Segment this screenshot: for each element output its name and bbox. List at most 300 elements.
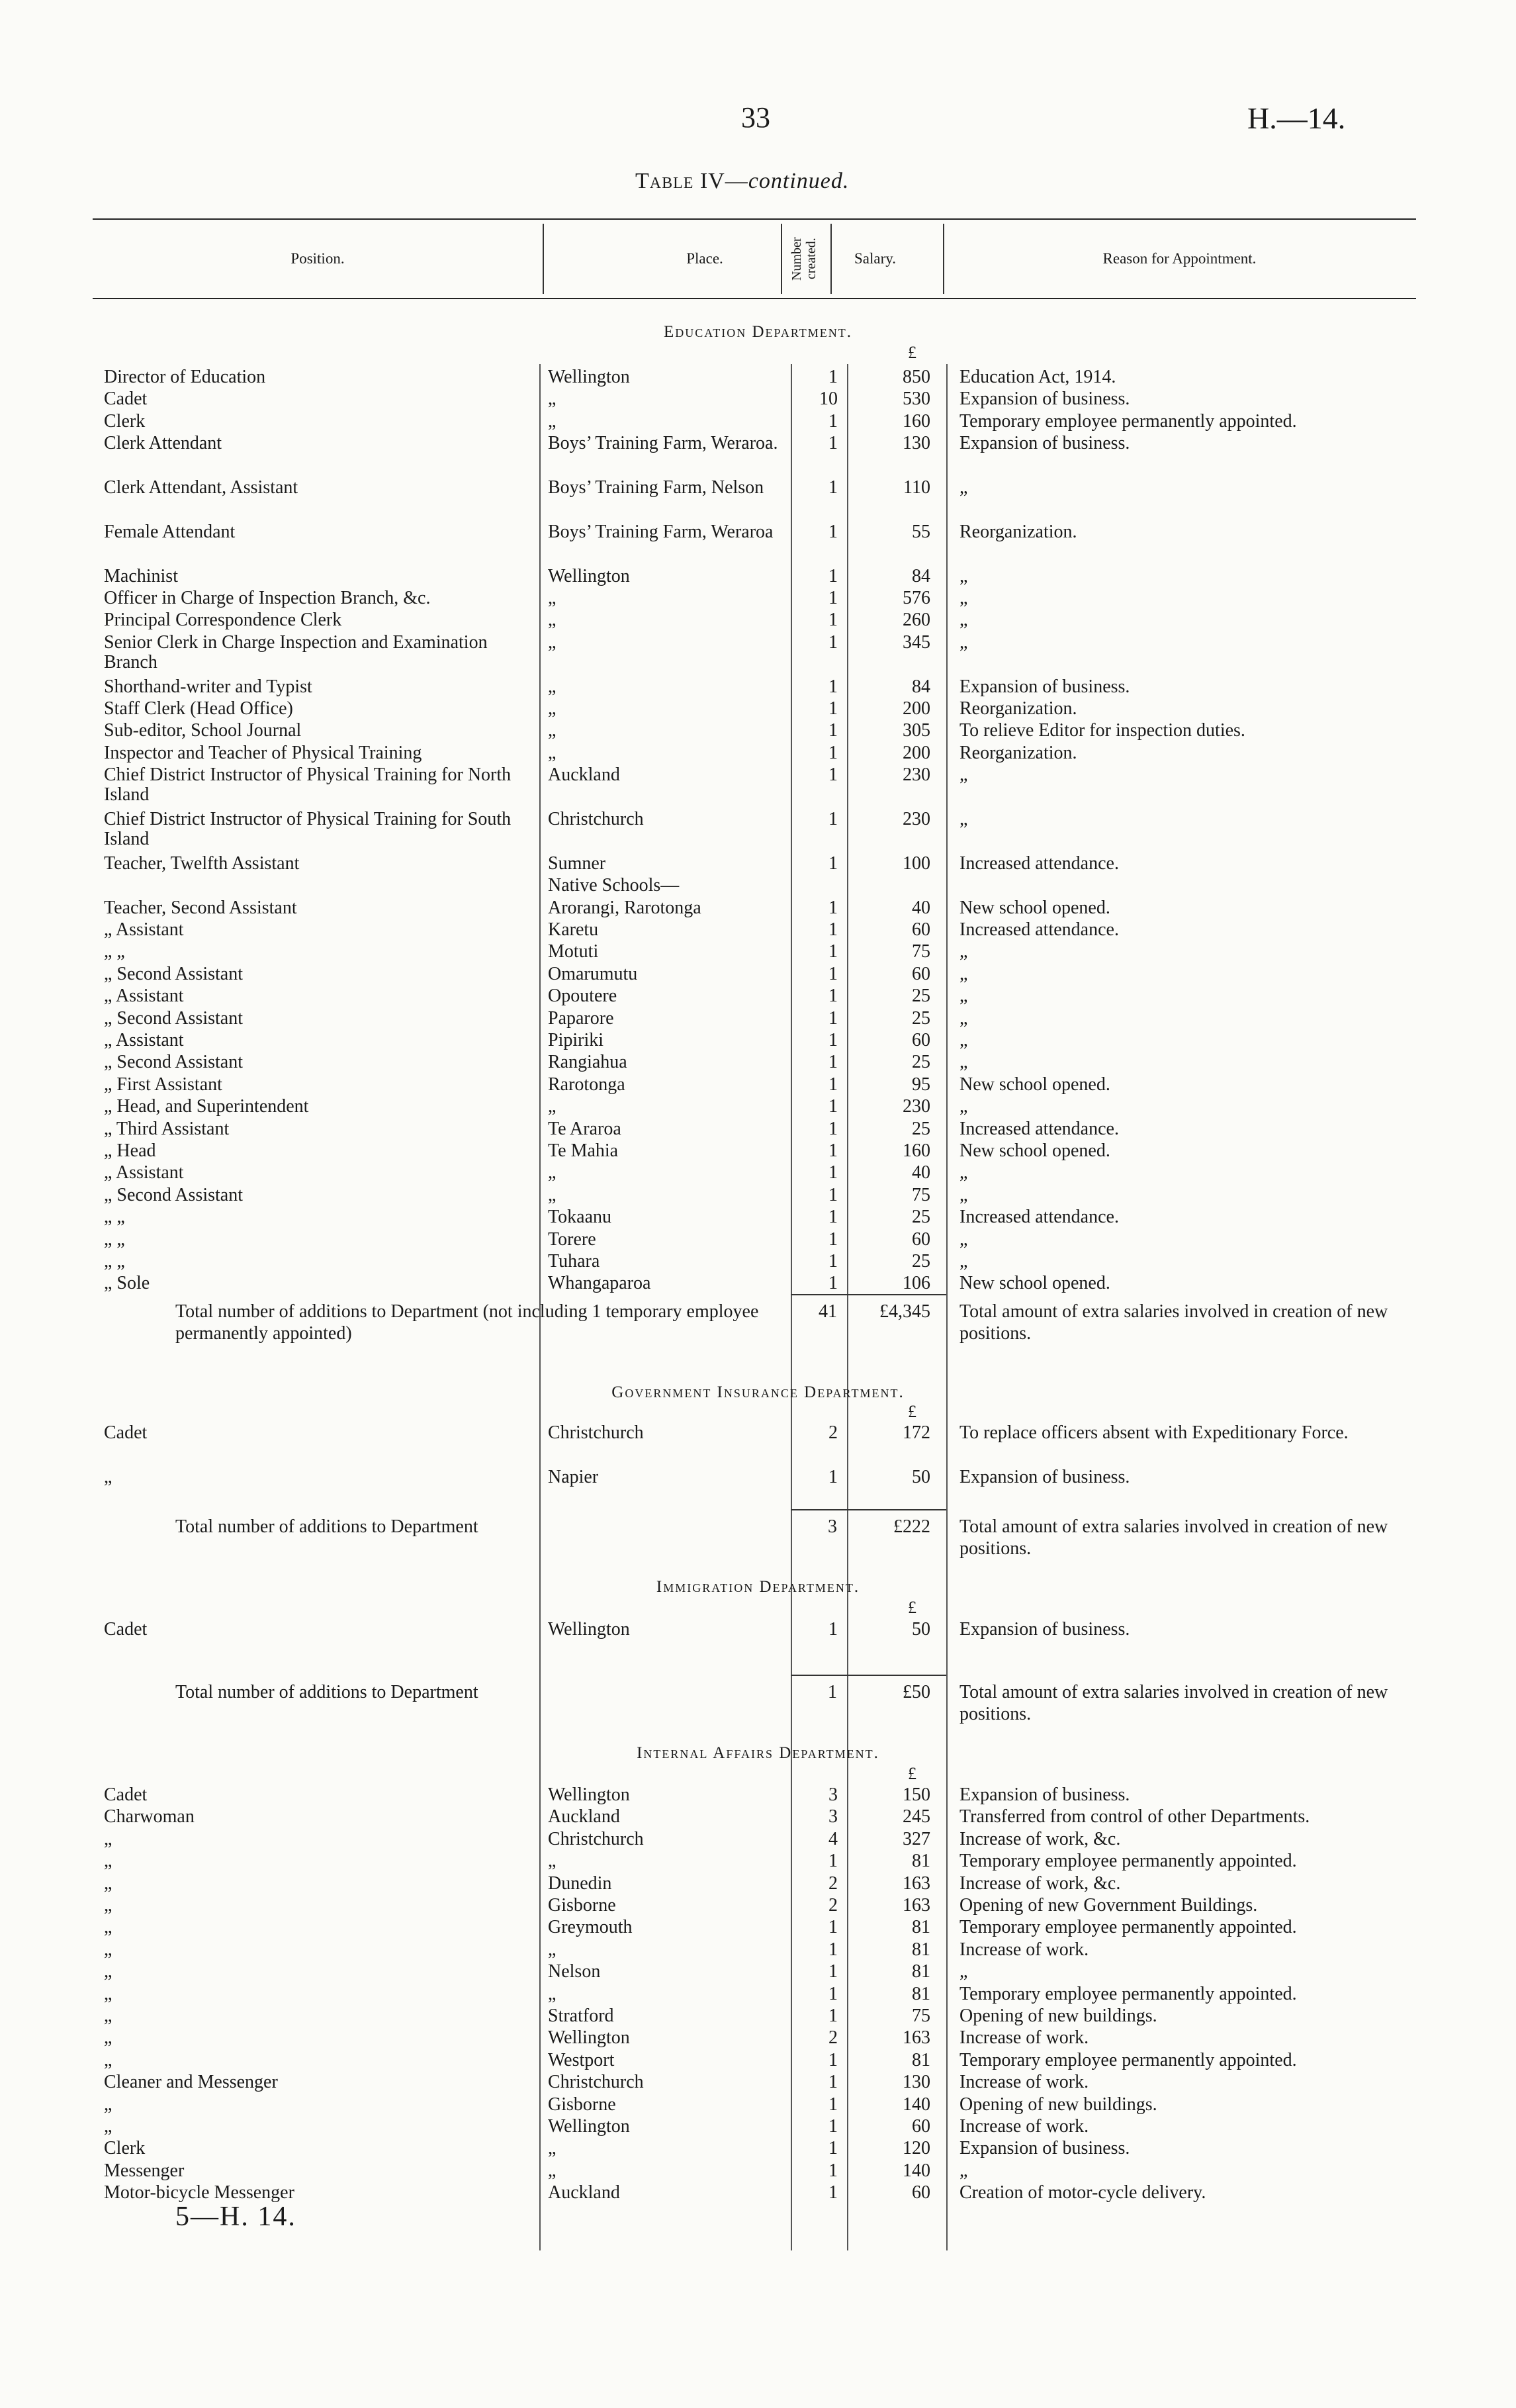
header-place: Place. xyxy=(686,250,723,267)
cell-position: Clerk xyxy=(104,2138,146,2159)
cell-number: 1 xyxy=(828,1917,838,1938)
cell-salary: 75 xyxy=(912,941,930,962)
cell-salary: 163 xyxy=(903,2027,930,2049)
cell-number: 1 xyxy=(828,1961,838,1982)
cell-number: 1 xyxy=(828,676,838,697)
table-row xyxy=(0,809,1516,849)
cell-reason: Expansion of business. xyxy=(959,1784,1130,1805)
cell-place: Gisborne xyxy=(548,1895,616,1916)
cell-salary: 60 xyxy=(912,963,930,984)
cell-reason: Expansion of business. xyxy=(959,433,1130,454)
table-row xyxy=(0,1097,1516,1119)
cell-position: „ xyxy=(104,2116,112,2137)
cell-number: 1 xyxy=(828,565,838,586)
cell-place: „ xyxy=(548,1162,557,1183)
cell-salary: 25 xyxy=(912,1007,930,1029)
cell-salary: 230 xyxy=(903,1096,930,1117)
section-title-internal: Internal Affairs Department. xyxy=(637,1744,879,1762)
table-row xyxy=(0,1984,1516,2007)
cell-reason: Temporary employee permanently appointed. xyxy=(959,1917,1297,1938)
cell-salary: 81 xyxy=(912,1961,930,1982)
cell-salary: 25 xyxy=(912,1052,930,1073)
cell-number: 2 xyxy=(828,1873,838,1894)
total-rule xyxy=(791,1294,946,1295)
cell-salary: 130 xyxy=(903,433,930,454)
cell-position: „ xyxy=(104,1466,112,1487)
cell-salary: 305 xyxy=(903,720,930,741)
cell-number: 1 xyxy=(828,986,838,1007)
cell-place: Nelson xyxy=(548,1961,601,1982)
cell-number: 1 xyxy=(828,742,838,763)
cell-place: „ xyxy=(548,676,557,697)
table-row xyxy=(0,2139,1516,2161)
cell-salary: 130 xyxy=(903,2072,930,2093)
cell-place: Wellington xyxy=(548,367,630,387)
cell-position: Director of Education xyxy=(104,367,266,387)
table-row xyxy=(0,1141,1516,1164)
cell-number: 1 xyxy=(828,720,838,741)
cell-position: „ Second Assistant xyxy=(104,1184,243,1205)
cell-reason: „ xyxy=(959,2160,968,2181)
cell-number: 1 xyxy=(828,1939,838,1960)
cell-number: 1 xyxy=(828,2006,838,2026)
table-row xyxy=(0,1896,1516,1918)
table-row xyxy=(0,1052,1516,1075)
cell-reason: New school opened. xyxy=(959,897,1110,918)
cell-reason: „ xyxy=(959,1030,968,1050)
table-row xyxy=(0,1031,1516,1053)
cell-number: 3 xyxy=(828,1806,838,1828)
cell-salary: 230 xyxy=(903,764,930,786)
cell-number: 1 xyxy=(828,919,838,940)
cell-number: 1 xyxy=(828,2049,838,2070)
cell-reason: „ xyxy=(959,477,968,498)
cell-reason: New school opened. xyxy=(959,1273,1110,1294)
cell-reason: Increase of work. xyxy=(959,1939,1089,1960)
cell-reason: Expansion of business. xyxy=(959,2138,1130,2159)
cell-position: Cadet xyxy=(104,389,148,410)
cell-number: 1 xyxy=(828,477,838,498)
cell-number: 1 xyxy=(828,963,838,984)
cell-salary: 100 xyxy=(903,853,930,874)
table-row xyxy=(0,1207,1516,1230)
cell-reason: „ xyxy=(959,1228,968,1250)
cell-place: „ xyxy=(548,1096,557,1117)
cell-position: Senior Clerk in Charge Inspection and Examination Branch xyxy=(104,631,488,672)
cell-place: Whangaparoa xyxy=(548,1273,651,1294)
cell-number: 1 xyxy=(828,631,838,653)
cell-reason: Education Act, 1914. xyxy=(959,367,1116,387)
cell-place: Paparore xyxy=(548,1007,614,1029)
cell-reason: Increased attendance. xyxy=(959,919,1119,940)
cell-reason: New school opened. xyxy=(959,1140,1110,1161)
cell-reason: New school opened. xyxy=(959,1074,1110,1095)
cell-number: 1 xyxy=(828,1466,838,1487)
table-row xyxy=(0,2028,1516,2051)
cell-number: 1 xyxy=(828,1983,838,2004)
table-row xyxy=(0,920,1516,943)
cell-position: Teacher, Twelfth Assistant xyxy=(104,853,300,874)
cell-place: Pipiriki xyxy=(548,1030,604,1050)
cell-salary: 327 xyxy=(903,1828,930,1849)
table-row xyxy=(0,986,1516,1009)
cell-place: Stratford xyxy=(548,2006,614,2026)
cell-place: „ xyxy=(548,1939,557,1960)
cell-reason: Expansion of business. xyxy=(959,389,1130,410)
cell-salary: 95 xyxy=(912,1074,930,1095)
cell-position: „ xyxy=(104,1961,112,1982)
cell-reason: „ xyxy=(959,1007,968,1029)
cell-salary: 140 xyxy=(903,2160,930,2181)
pound-sign: £ xyxy=(908,1764,916,1783)
table-row xyxy=(0,434,1516,456)
table-row xyxy=(0,1273,1516,1296)
cell-number: 1 xyxy=(828,1251,838,1272)
cell-position: „ „ xyxy=(104,1251,125,1272)
cell-reason: Increase of work, &c. xyxy=(959,1873,1121,1894)
table-title-prefix: Table IV— xyxy=(635,169,748,193)
table-row xyxy=(0,522,1516,545)
cell-salary: 81 xyxy=(912,1983,930,2004)
cell-position: „ xyxy=(104,1895,112,1916)
cell-place: Wellington xyxy=(548,1619,630,1640)
table-row xyxy=(0,389,1516,412)
cell-salary: 40 xyxy=(912,897,930,918)
cell-salary: 84 xyxy=(912,565,930,586)
table-row xyxy=(0,1230,1516,1252)
cell-place: „ xyxy=(548,742,557,763)
table-row xyxy=(0,1940,1516,1963)
cell-place: „ xyxy=(548,610,557,631)
cell-reason: „ xyxy=(959,963,968,984)
cell-reason: „ xyxy=(959,610,968,631)
table-row xyxy=(0,1252,1516,1274)
cell-reason: „ xyxy=(959,1052,968,1073)
table-row xyxy=(0,1962,1516,1984)
table-row xyxy=(0,1785,1516,1808)
cell-salary: 140 xyxy=(903,2094,930,2115)
cell-position: „ xyxy=(104,1917,112,1938)
cell-reason: „ xyxy=(959,764,968,786)
cell-place: Native Schools— xyxy=(548,875,680,896)
cell-place: Gisborne xyxy=(548,2094,616,2115)
table-header xyxy=(93,218,1416,299)
cell-place: Wellington xyxy=(548,2116,630,2137)
cell-number: 10 xyxy=(819,389,838,410)
cell-position: Principal Correspondence Clerk xyxy=(104,610,342,631)
cell-reason: Temporary employee permanently appointed. xyxy=(959,2049,1297,2070)
table-title-suffix: continued. xyxy=(748,169,850,193)
cell-number: 1 xyxy=(828,410,838,432)
cell-position: „ Second Assistant xyxy=(104,963,243,984)
cell-reason: Increased attendance. xyxy=(959,1118,1119,1139)
cell-reason: „ xyxy=(959,1096,968,1117)
cell-reason: To replace officers absent with Expeditionary Force. xyxy=(959,1422,1349,1443)
cell-position: „ First Assistant xyxy=(104,1074,222,1095)
total-salary: £50 xyxy=(903,1682,930,1702)
cell-reason: „ xyxy=(959,1961,968,1982)
table-row xyxy=(0,2051,1516,2073)
cell-salary: 260 xyxy=(903,610,930,631)
table-row xyxy=(0,567,1516,589)
cell-reason: Increase of work. xyxy=(959,2072,1089,2093)
cell-position: „ Assistant xyxy=(104,986,184,1007)
cell-number: 1 xyxy=(828,2072,838,2093)
cell-salary: 75 xyxy=(912,2006,930,2026)
cell-position: Chief District Instructor of Physical Training for North Island xyxy=(104,764,512,806)
table-row xyxy=(0,588,1516,611)
cell-number: 1 xyxy=(828,2182,838,2203)
cell-salary: 200 xyxy=(903,698,930,719)
header-number: Number created. xyxy=(789,237,819,281)
cell-position: „ Second Assistant xyxy=(104,1007,243,1029)
cell-number: 1 xyxy=(828,1162,838,1183)
table-title xyxy=(635,169,849,194)
cell-reason: Expansion of business. xyxy=(959,1619,1130,1640)
cell-place: „ xyxy=(548,1184,557,1205)
cell-place: Auckland xyxy=(548,764,620,786)
total-reason: Total amount of extra salaries involved in creation of new positions. xyxy=(959,1301,1388,1344)
cell-position: „ „ xyxy=(104,941,125,962)
table-row xyxy=(0,1075,1516,1097)
cell-number: 1 xyxy=(828,764,838,786)
cell-salary: 50 xyxy=(912,1466,930,1487)
cell-position: „ Second Assistant xyxy=(104,1052,243,1073)
cell-place: Sumner xyxy=(548,853,606,874)
cell-salary: 81 xyxy=(912,1939,930,1960)
cell-salary: 50 xyxy=(912,1619,930,1640)
cell-place: Christchurch xyxy=(548,809,644,829)
cell-reason: Increase of work. xyxy=(959,2027,1089,2049)
cell-number: 1 xyxy=(828,1184,838,1205)
cell-reason: Reorganization. xyxy=(959,521,1077,542)
table-row xyxy=(0,2006,1516,2029)
table-row xyxy=(0,1807,1516,1829)
cell-place: Christchurch xyxy=(548,1422,644,1443)
cell-place: Wellington xyxy=(548,565,630,586)
cell-reason: Reorganization. xyxy=(959,698,1077,719)
pound-sign: £ xyxy=(908,1402,916,1421)
table-row xyxy=(0,1185,1516,1208)
cell-number: 2 xyxy=(828,1895,838,1916)
cell-number: 1 xyxy=(828,1074,838,1095)
cell-place: Greymouth xyxy=(548,1917,633,1938)
table-row xyxy=(0,1620,1516,1642)
cell-position: Machinist xyxy=(104,565,178,586)
cell-position: Messenger xyxy=(104,2160,185,2181)
cell-position: „ Assistant xyxy=(104,1030,184,1050)
cell-reason: Increase of work, &c. xyxy=(959,1828,1121,1849)
cell-position: „ „ xyxy=(104,1228,125,1250)
header-salary: Salary. xyxy=(854,250,896,267)
cell-salary: 25 xyxy=(912,1207,930,1228)
cell-number: 1 xyxy=(828,1007,838,1029)
cell-position: Shorthand-writer and Typist xyxy=(104,676,312,697)
cell-position: „ „ xyxy=(104,1207,125,1228)
cell-reason: „ xyxy=(959,631,968,653)
cell-number: 2 xyxy=(828,1422,838,1443)
cell-reason: „ xyxy=(959,809,968,829)
cell-reason: Reorganization. xyxy=(959,742,1077,763)
cell-place: „ xyxy=(548,1983,557,2004)
cell-salary: 40 xyxy=(912,1162,930,1183)
cell-salary: 200 xyxy=(903,742,930,763)
table-row xyxy=(0,699,1516,721)
cell-place: Te Araroa xyxy=(548,1118,621,1139)
cell-reason: „ xyxy=(959,588,968,608)
cell-position: Inspector and Teacher of Physical Training xyxy=(104,742,422,763)
cell-salary: 163 xyxy=(903,1895,930,1916)
cell-salary: 25 xyxy=(912,1251,930,1272)
cell-position: Teacher, Second Assistant xyxy=(104,897,297,918)
cell-position: „ xyxy=(104,1851,112,1872)
cell-number: 1 xyxy=(828,1030,838,1050)
cell-position: Officer in Charge of Inspection Branch, &c. xyxy=(104,588,431,608)
total-label: Total number of additions to Department (not including 1 temporary employee permanently appointed) xyxy=(175,1301,759,1344)
cell-reason: „ xyxy=(959,1251,968,1272)
cell-salary: 850 xyxy=(903,367,930,387)
cell-reason: Temporary employee permanently appointed. xyxy=(959,410,1297,432)
cell-position: Clerk Attendant, Assistant xyxy=(104,477,298,498)
cell-position: Staff Clerk (Head Office) xyxy=(104,698,293,719)
cell-salary: 60 xyxy=(912,1228,930,1250)
cell-salary: 230 xyxy=(903,809,930,829)
cell-number: 1 xyxy=(828,1207,838,1228)
pound-sign: £ xyxy=(908,1598,916,1617)
header-reason: Reason for Appointment. xyxy=(1102,250,1257,267)
cell-number: 1 xyxy=(828,610,838,631)
cell-position: Sub-editor, School Journal xyxy=(104,720,302,741)
cell-position: Cadet xyxy=(104,1784,148,1805)
total-salary: £222 xyxy=(893,1516,930,1537)
cell-place: Torere xyxy=(548,1228,596,1250)
cell-place: Boys’ Training Farm, Nelson xyxy=(548,477,764,498)
cell-place: Rarotonga xyxy=(548,1074,625,1095)
cell-place: Rangiahua xyxy=(548,1052,627,1073)
table-row xyxy=(0,2161,1516,2184)
cell-place: Arorangi, Rarotonga xyxy=(548,897,701,918)
cell-salary: 60 xyxy=(912,2182,930,2203)
total-reason: Total amount of extra salaries involved in creation of new positions. xyxy=(959,1516,1388,1559)
table-row xyxy=(0,367,1516,390)
cell-reason: „ xyxy=(959,941,968,962)
cell-position: Cadet xyxy=(104,1619,148,1640)
table-row xyxy=(0,1163,1516,1185)
cell-reason: Temporary employee permanently appointed. xyxy=(959,1983,1297,2004)
cell-reason: Expansion of business. xyxy=(959,1466,1130,1487)
cell-position: „ Assistant xyxy=(104,919,184,940)
cell-place: Wellington xyxy=(548,2027,630,2049)
table-row xyxy=(0,1119,1516,1142)
table-row xyxy=(0,631,1516,672)
table-row xyxy=(0,854,1516,876)
cell-position: „ Sole xyxy=(104,1273,150,1294)
table-row xyxy=(0,764,1516,806)
table-row xyxy=(0,610,1516,633)
cell-number: 1 xyxy=(828,1118,838,1139)
cell-number: 4 xyxy=(828,1828,838,1849)
cell-number: 1 xyxy=(828,809,838,829)
cell-number: 1 xyxy=(828,433,838,454)
cell-salary: 81 xyxy=(912,2049,930,2070)
table-row xyxy=(0,942,1516,964)
table-row xyxy=(0,1851,1516,1874)
section-title-immigration: Immigration Department. xyxy=(656,1578,860,1596)
cell-reason: To relieve Editor for inspection duties. xyxy=(959,720,1245,741)
cell-number: 1 xyxy=(828,1052,838,1073)
total-reason: Total amount of extra salaries involved in creation of new positions. xyxy=(959,1682,1388,1724)
cell-place: Christchurch xyxy=(548,2072,644,2093)
cell-number: 1 xyxy=(828,698,838,719)
total-label: Total number of additions to Department xyxy=(175,1682,478,1702)
cell-position: Cleaner and Messenger xyxy=(104,2072,278,2093)
cell-salary: 160 xyxy=(903,1140,930,1161)
cell-salary: 120 xyxy=(903,2138,930,2159)
cell-position: „ xyxy=(104,1873,112,1894)
cell-position: „ xyxy=(104,2094,112,2115)
table-row xyxy=(0,964,1516,987)
cell-position: Chief District Instructor of Physical Training for South Island xyxy=(104,809,512,849)
cell-place: Tokaanu xyxy=(548,1207,612,1228)
cell-reason: Temporary employee permanently appointed. xyxy=(959,1851,1297,1872)
cell-position: „ xyxy=(104,1828,112,1849)
table-row xyxy=(0,677,1516,700)
page-reference: H.—14. xyxy=(1247,101,1346,135)
pound-sign: £ xyxy=(908,343,916,362)
cell-salary: 84 xyxy=(912,676,930,697)
cell-number: 1 xyxy=(828,2160,838,2181)
cell-position: Clerk Attendant xyxy=(104,433,222,454)
cell-salary: 81 xyxy=(912,1851,930,1872)
cell-salary: 150 xyxy=(903,1784,930,1805)
cell-number: 1 xyxy=(828,588,838,608)
table-row xyxy=(0,2095,1516,2117)
cell-number: 1 xyxy=(828,1851,838,1872)
cell-reason: Opening of new Government Buildings. xyxy=(959,1895,1258,1916)
cell-position: Charwoman xyxy=(104,1806,195,1828)
cell-place: Motuti xyxy=(548,941,599,962)
cell-salary: 55 xyxy=(912,521,930,542)
cell-place: „ xyxy=(548,720,557,741)
cell-salary: 172 xyxy=(903,1422,930,1443)
cell-number: 1 xyxy=(828,1140,838,1161)
cell-position: „ xyxy=(104,1939,112,1960)
cell-position: Clerk xyxy=(104,410,146,432)
cell-salary: 106 xyxy=(903,1273,930,1294)
table-row xyxy=(0,412,1516,434)
cell-number: 1 xyxy=(828,1273,838,1294)
cell-number: 1 xyxy=(828,367,838,387)
cell-position: „ xyxy=(104,2049,112,2070)
table-row xyxy=(0,743,1516,766)
cell-salary: 60 xyxy=(912,919,930,940)
cell-number: 1 xyxy=(828,2094,838,2115)
total-rule xyxy=(791,1509,946,1510)
table-row xyxy=(0,1829,1516,1852)
cell-reason: Increased attendance. xyxy=(959,853,1119,874)
cell-number: 2 xyxy=(828,2027,838,2049)
cell-number: 1 xyxy=(828,521,838,542)
cell-reason: Opening of new buildings. xyxy=(959,2094,1157,2115)
table-row xyxy=(0,1423,1516,1446)
cell-place: „ xyxy=(548,1851,557,1872)
total-label: Total number of additions to Department xyxy=(175,1516,478,1537)
cell-place: Opoutere xyxy=(548,986,617,1007)
cell-position: „ Head xyxy=(104,1140,156,1161)
cell-number: 1 xyxy=(828,941,838,962)
cell-position: Motor-bicycle Messenger xyxy=(104,2182,294,2203)
cell-reason: „ xyxy=(959,565,968,586)
